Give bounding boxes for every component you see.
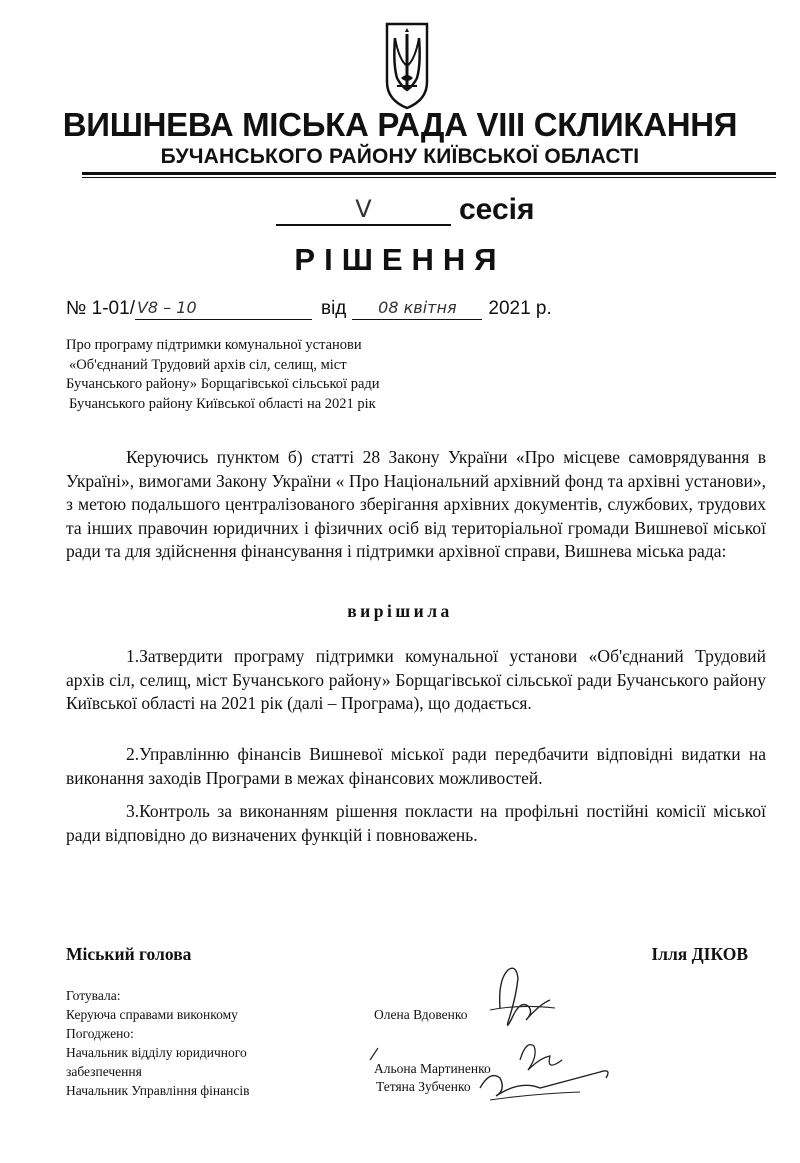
prepared-name: Олена Вдовенко [374,1007,468,1022]
decision-title: РІШЕННЯ [294,242,506,277]
signatory-position: Міський голова [66,944,192,964]
subject-line: Про програму підтримки комунальної установи [66,337,362,353]
agreed-label: Погоджено: [66,1026,134,1041]
decided-heading: вирішила [347,601,453,621]
council-subtitle: БУЧАНСЬКОГО РАЙОНУ КИЇВСЬКОЇ ОБЛАСТІ [160,145,640,168]
council-title: ВИШНЕВА МІСЬКА РАДА VIII СКЛИКАННЯ [62,106,738,143]
header-rule-thin [82,177,776,178]
decision-number-line [66,294,552,320]
decision-date-handwritten: 08 квітня [352,298,482,320]
legal-name: Альона Мартиненко [374,1061,491,1076]
legal-role-line2: забезпечення [66,1064,142,1079]
prepared-role: Керуюча справами виконкому [66,1007,238,1022]
decision-subject [66,336,426,414]
handwritten-signatures [350,960,630,1130]
header-rule-thick [82,172,776,175]
subject-line: «Об'єднаний Трудовий архів сіл, селищ, міст [69,356,347,373]
preamble-paragraph: Керуючись пунктом б) статті 28 Закону України «Про місцеве самоврядування в Україні», вимогами Закону України « Про Національний архівний фонд та архівні установи», з метою подальшого централізованого зберігання архівних документів, службових, трудових та інших правочин юридичних і фізичних осіб від територіальної громади Вишневої міської ради та для здійснення фінансування і підтримки архівної справи, Вишнева міська рада: [66,447,766,561]
trident-coat-of-arms-icon [383,20,431,110]
prepared-label: Готувала: [66,988,121,1003]
decision-item-3: 3.Контроль за виконанням рішення покласти на профільні постійні комісії міської ради відповідно до визначених функцій і повноважень. [66,801,766,845]
decision-number-prefix: № 1-01/ [66,298,135,319]
signatory-name: Ілля ДІКОВ [651,944,748,964]
decision-number-handwritten: V8 – 10 [135,298,312,320]
legal-role-line1: Начальник відділу юридичного [66,1045,247,1060]
finance-role: Начальник Управління фінансів [66,1083,250,1098]
decision-date-prefix: від [320,298,347,319]
decision-item-1: 1.Затвердити програму підтримки комунальної установи «Об'єднаний Трудовий архів сіл, селищ, міст Бучанського району» Борщагівської сільської ради Бучанського району Київської області на 2021 рік (далі – Програма), що додається. [66,646,766,713]
session-line [276,190,535,226]
finance-name: Тетяна Зубченко [376,1079,471,1094]
decision-item-2: 2.Управлінню фінансів Вишневої міської ради передбачити відповідні видатки на виконання заходів Програми в межах фінансових можливостей. [66,744,766,788]
approvals-block [66,986,250,1100]
session-label: сесія [459,193,535,226]
subject-line: Бучанського району» Борщагівської сільської ради [66,376,380,392]
session-number-handwritten: V [276,194,451,226]
subject-line: Бучанського району Київської області на 2021 рік [69,395,376,412]
decision-year: 2021 р. [488,298,552,319]
